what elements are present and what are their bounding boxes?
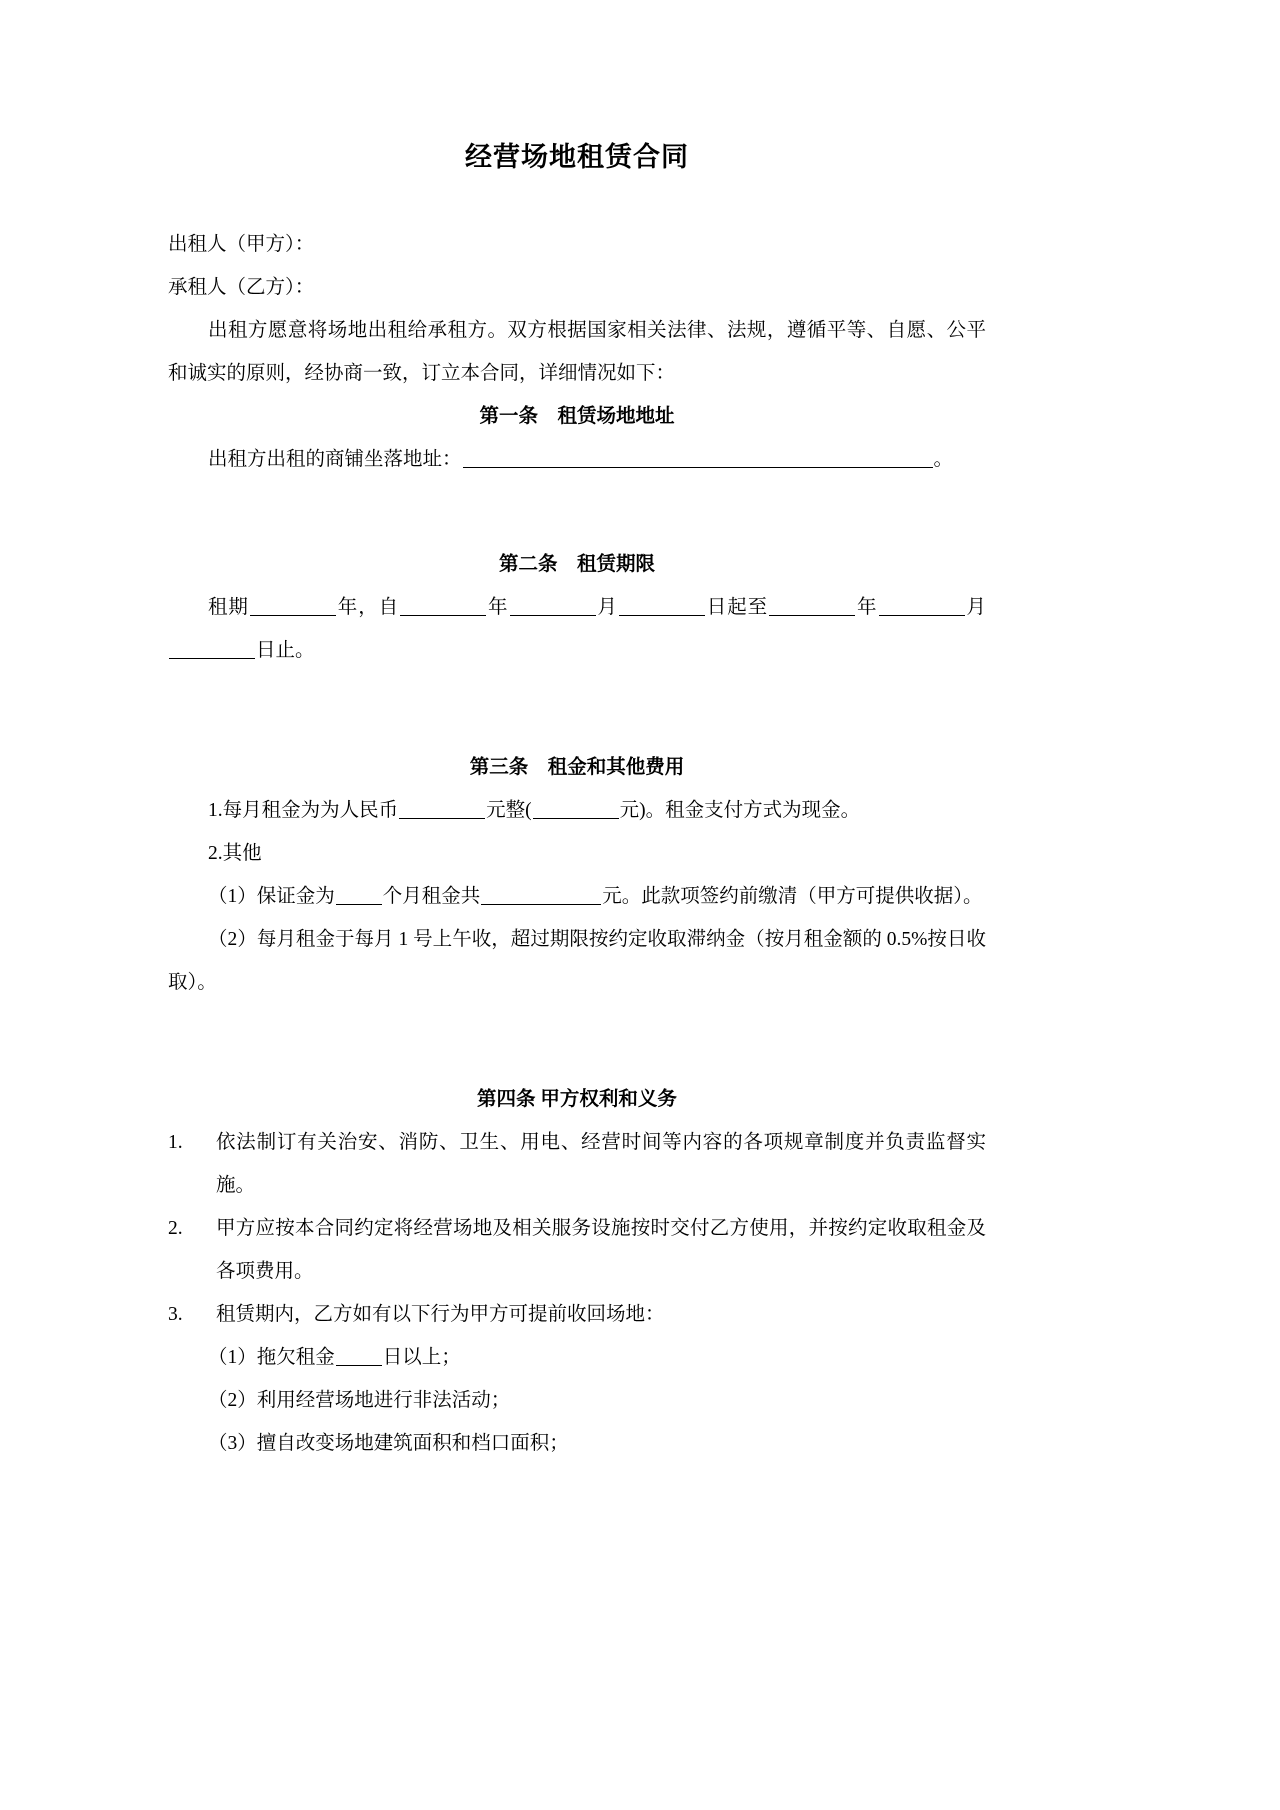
- rent-amount-label: 1.每月租金为为人民币: [208, 800, 399, 822]
- list-item-text: 依法制订有关治安、消防、卫生、用电、经营时间等内容的各项规章制度并负责监督实施。: [216, 1132, 986, 1197]
- section-heading-1: 第一条 租赁场地地址: [479, 406, 675, 428]
- rent-amount-text-2: 元)。租金支付方式为现金。: [619, 800, 861, 822]
- lessor-label: 出租人（甲方）：: [168, 234, 315, 256]
- reclaim-condition-1: [168, 1336, 986, 1379]
- term-text-6: 月: [965, 597, 986, 619]
- list-item-text: 甲方应按本合同约定将经营场地及相关服务设施按时交付乙方使用，并按约定收取租金及各项费用。: [216, 1218, 986, 1283]
- lessee-label: 承租人（乙方）：: [168, 277, 315, 299]
- term-text-5: 年: [856, 597, 878, 619]
- other-fees-label: 2.其他: [208, 843, 262, 865]
- spacer: [168, 175, 986, 189]
- term-text-7: 日止。: [256, 640, 315, 662]
- term-text-3: 月: [596, 597, 618, 619]
- address-period: 。: [933, 449, 954, 471]
- term-years-blank[interactable]: [250, 598, 336, 616]
- list-item-text: 租赁期内，乙方如有以下行为甲方可提前收回场地：: [216, 1304, 665, 1326]
- term-text-2: 年: [487, 597, 509, 619]
- address-line: [168, 438, 986, 481]
- rent-amount-text-1: 元整(: [486, 800, 532, 822]
- reclaim-condition-3: （3）擅自改变场地建筑面积和档口面积；: [208, 1433, 569, 1455]
- lease-term-line: [168, 586, 986, 672]
- deposit-months-blank[interactable]: [336, 887, 382, 905]
- end-month-blank[interactable]: [879, 598, 965, 616]
- deposit-label: （1）保证金为: [208, 886, 335, 908]
- document-body: [168, 0, 986, 1465]
- list-item: [168, 1293, 986, 1336]
- reclaim-condition-1-suffix: 日以上；: [382, 1347, 461, 1369]
- spacer: [168, 672, 986, 746]
- list-marker: 2.: [168, 1218, 183, 1240]
- list-item: [168, 1207, 986, 1293]
- address-blank[interactable]: [463, 450, 933, 468]
- term-lead-label: 租期: [208, 597, 249, 619]
- deposit-text-1: 个月租金共: [382, 886, 481, 908]
- spacer: [168, 481, 986, 543]
- reclaim-condition-2: （2）利用经营场地进行非法活动；: [208, 1390, 511, 1412]
- list-marker: 1.: [168, 1132, 183, 1154]
- reclaim-condition-1-prefix: （1）拖欠租金: [208, 1347, 335, 1369]
- rent-amount-blank[interactable]: [399, 801, 485, 819]
- deposit-text-2: 元。此款项签约前缴清（甲方可提供收据）。: [602, 886, 983, 908]
- deposit-total-blank[interactable]: [481, 887, 601, 905]
- section-heading-4: 第四条 甲方权利和义务: [477, 1089, 677, 1111]
- preamble-paragraph: 出租方愿意将场地出租给承租方。双方根据国家相关法律、法规，遵循平等、自愿、公平和诚实的原则，经协商一致，订立本合同，详细情况如下：: [168, 320, 986, 385]
- start-month-blank[interactable]: [510, 598, 596, 616]
- section-heading-3: 第三条 租金和其他费用: [469, 757, 685, 779]
- term-text-1: 年，自: [336, 597, 400, 619]
- start-day-blank[interactable]: [619, 598, 705, 616]
- rent-amount-line: [168, 789, 986, 832]
- spacer: [168, 1004, 986, 1078]
- overdue-days-blank[interactable]: [336, 1348, 382, 1366]
- section-heading-2: 第二条 租赁期限: [498, 554, 655, 576]
- address-label: 出租方出租的商铺坐落地址：: [208, 449, 462, 471]
- start-year-blank[interactable]: [400, 598, 486, 616]
- late-fee-paragraph: （2）每月租金于每月 1 号上午收，超过期限按约定收取滞纳金（按月租金额的 0.5%按日收取）。: [168, 929, 986, 994]
- end-day-blank[interactable]: [169, 641, 255, 659]
- term-text-4: 日起至: [705, 597, 769, 619]
- rent-amount-numeric-blank[interactable]: [533, 801, 619, 819]
- party-a-obligations-list: [168, 1121, 986, 1336]
- list-item: [168, 1121, 986, 1207]
- end-year-blank[interactable]: [769, 598, 855, 616]
- deposit-line: [168, 875, 986, 918]
- page-title: 经营场地租赁合同: [465, 142, 689, 172]
- list-marker: 3.: [168, 1304, 183, 1326]
